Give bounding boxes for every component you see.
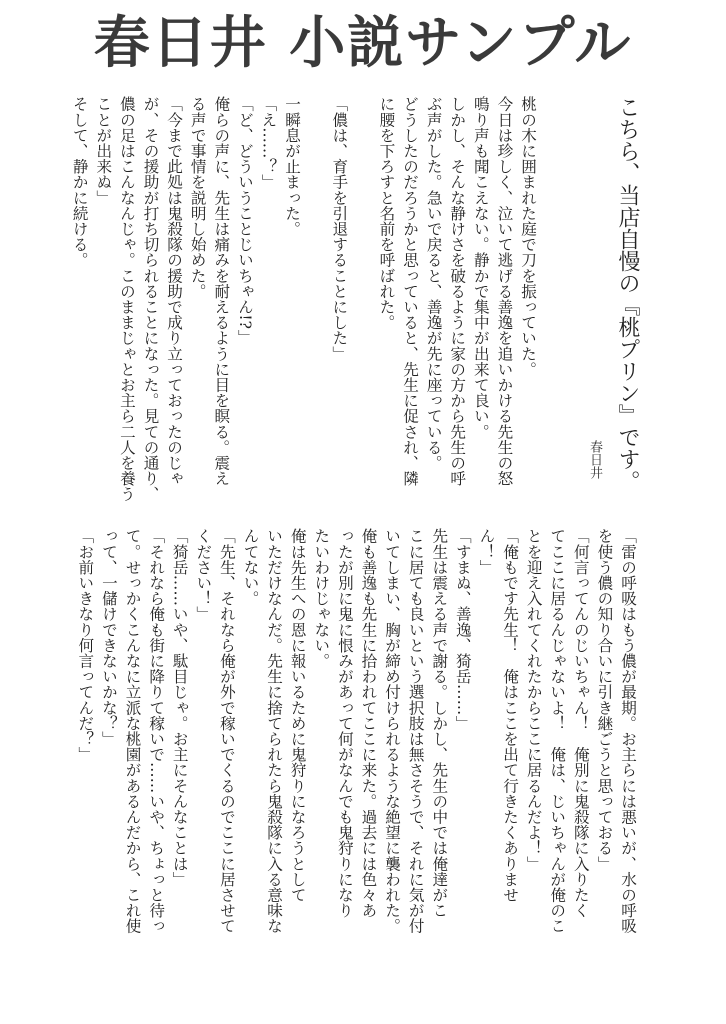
- text-line: てここに居るんじゃないよ！ 俺は、じいちゃんが俺のこ: [548, 528, 567, 934]
- text-line: 「雷の呼吸はもう儂が最期。お主らには悪いが、水の呼吸: [619, 528, 637, 934]
- text-line: 俺も善逸も先生に拾われてここに来た。過去には色々あ: [359, 528, 378, 918]
- text-line: そして、静かに続ける。: [70, 96, 89, 268]
- text-line: 「え……？」: [259, 96, 278, 190]
- text-line: こに居ても良いという選択肢は無さそうで、それに気が付: [406, 528, 425, 934]
- text-line: [303, 96, 327, 516]
- text-line: んてない。: [241, 528, 260, 606]
- text-line: いてしまい、胸が締め付けられるような絶望に襲われた。: [383, 528, 402, 934]
- text-line: 今日は珍しく、泣いて逃げる善逸を追いかける先生の怒: [495, 96, 514, 486]
- text-line: 俺らの声に、先生は痛みを耐えるように目を瞑る。震え: [212, 96, 231, 486]
- text-line: どうしたのだろうかと思っていると、先生に促され、隣: [401, 96, 420, 486]
- text-line: ん！」: [477, 528, 496, 575]
- story-text-bottom: [73, 528, 639, 968]
- text-line: て。せっかくこんなに立派な桃園があるんだから、これ使: [123, 528, 142, 934]
- text-line: る声で事情を説明し始めた。: [188, 96, 207, 299]
- text-line: 俺は先生への恩に報いるために鬼狩りになろうとして: [288, 528, 307, 903]
- section-heading: こちら、当店自慢の『桃プリン』です。: [615, 96, 640, 492]
- text-line: 「儂は、育手を引退することにした」: [330, 96, 349, 362]
- text-line: とを迎え入れてくれたからここに居るんだよ！」: [524, 528, 543, 872]
- text-line: 「俺もです先生！ 俺はここを出て行きたくありませ: [501, 528, 520, 903]
- text-line: 儂の足はこんなんじゃ。このままじゃとお主ら二人を養う: [117, 96, 136, 502]
- text-line: しかし、そんな静けさを破るように家の方から先生の呼: [448, 96, 467, 486]
- text-line: って、一儲けできないかな？」: [99, 528, 118, 747]
- text-line: 一瞬息が止まった。: [283, 96, 302, 237]
- text-line: 「お前いきなり何言ってんだ？」: [76, 528, 95, 762]
- text-line: 「先生、それなら俺が外で稼いでくるのでここに居させて: [217, 528, 236, 934]
- text-line: 「すまぬ、善逸、猗岳……」: [453, 528, 472, 731]
- text-line: いただけなんだ。先生に捨てられたら鬼殺隊に入る意味な: [265, 528, 284, 934]
- text-line: ことが出来ぬ」: [94, 96, 113, 206]
- text-line: 「ど、どういうことじいちゃん!?」: [235, 96, 254, 345]
- text-line: 先生は震える声で謝る。しかし、先生の中では俺達がこ: [430, 528, 449, 918]
- text-line: 「猗岳……いや、駄目じゃ。お主にそんなことは」: [170, 528, 189, 887]
- text-line: ったが別に鬼に恨みがあって何がなんでも鬼狩りになり: [335, 528, 354, 918]
- story-text-top: [67, 96, 539, 516]
- author-name: 春日井: [587, 440, 602, 479]
- text-line: 「それなら俺も街に降りて稼いで……いや、ちょっと待っ: [147, 528, 166, 934]
- text-line: たいわけじゃない。: [312, 528, 331, 669]
- page-title: 春日井 小説サンプル: [93, 11, 633, 76]
- text-line: 「何言ってんのじいちゃん！ 俺別に鬼殺隊に入りたく: [571, 528, 590, 918]
- text-line: 鳴り声も聞こえない。静かで集中が出来て良い。: [471, 96, 490, 440]
- text-line: 桃の木に囲まれた庭で刀を振っていた。: [519, 96, 537, 377]
- text-line: に腰を下ろすと名前を呼ばれた。: [377, 96, 396, 330]
- text-line: を使う儂の知り合いに引き継ごうと思っておる」: [595, 528, 614, 872]
- text-line: 「今まで此処は鬼殺隊の援助で成り立っておったのじゃ: [165, 96, 184, 486]
- text-line: ください！」: [194, 528, 213, 622]
- text-line: が、その援助が打ち切られることになった。見ての通り、: [141, 96, 160, 502]
- text-line: ぶ声がした。急いで戻ると、善逸が先に座っている。: [424, 96, 443, 471]
- text-line: [350, 96, 374, 516]
